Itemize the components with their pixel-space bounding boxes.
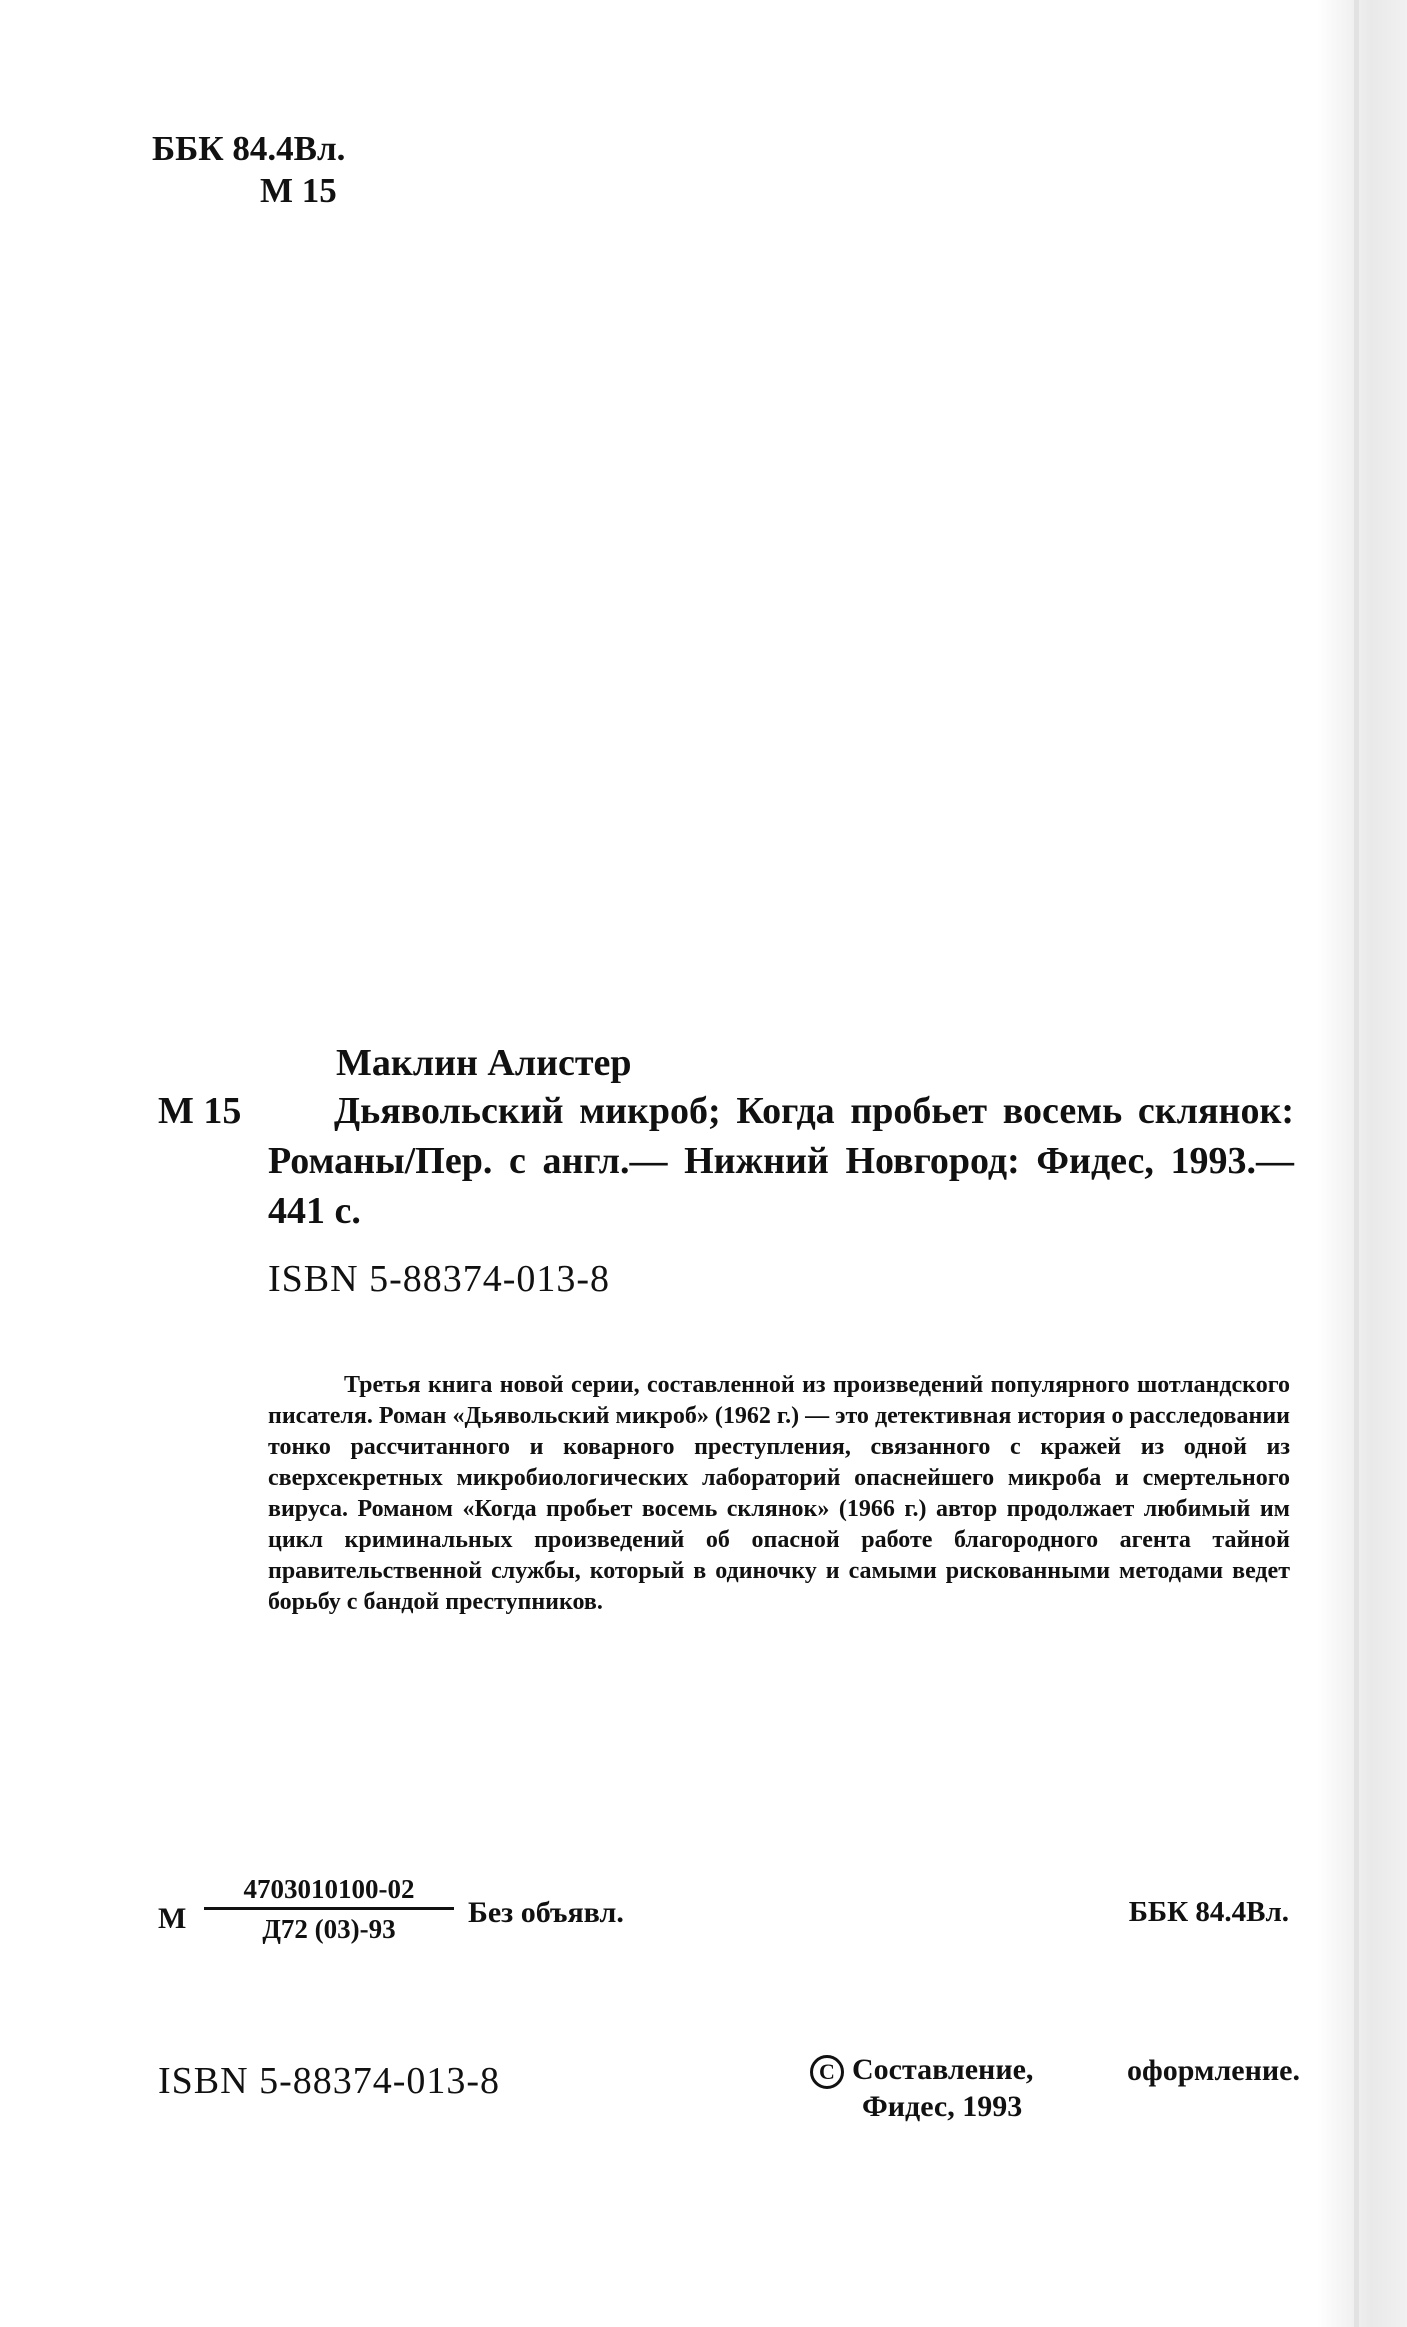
bbk-index-header — [152, 128, 345, 212]
publication-classifier — [158, 1872, 658, 1952]
fraction-bar — [204, 1907, 454, 1910]
entry-author-mark: М 15 — [158, 1090, 242, 1132]
isbn-main: ISBN 5-88374-013-8 — [268, 1258, 611, 1300]
bbk-code-bottom: ББК 84.4Вл. — [1128, 1896, 1289, 1928]
classifier-fraction — [204, 1872, 454, 1946]
catalog-entry — [158, 1086, 1294, 1236]
bbk-code: ББК 84.4Вл. — [152, 129, 346, 168]
page-gutter-shadow — [1317, 0, 1407, 2327]
copyright-icon: C — [810, 2055, 844, 2089]
classifier-letter: М — [158, 1902, 187, 1935]
isbn-bottom: ISBN 5-88374-013-8 — [158, 2060, 501, 2102]
author-mark: М 15 — [260, 171, 337, 210]
classifier-denominator: Д72 (03)-93 — [262, 1914, 396, 1944]
classifier-numerator: 4703010100-02 — [243, 1874, 415, 1904]
annotation-text: Третья книга новой серии, составленной из произведений популярного шотландского писателя. Роман «Дьявольский микроб» (1962 г.) — это детективная история о расследовании тонко рассчитанного и коварного преступления, связанного с кражей из одной из сверхсекретных микробиологических лабораторий опаснейшего микроба и смертельного вируса. Романом «Когда пробьет восемь склянок» (1966 г.) автор продолжает любимый им цикл криминальных произведений об опасной работе благородного агента тайной правительственной службы, который в одиночку и самыми рискованными методами ведет борьбу с бандой преступников. — [268, 1372, 1290, 1615]
copyright-notice — [810, 2052, 1300, 2125]
copyright-publisher-year: Фидес, 1993 — [862, 2090, 1023, 2124]
copyright-compilation: Составление, — [852, 2053, 1034, 2086]
copyright-design: оформление. — [1127, 2053, 1300, 2087]
copyright-line-1 — [810, 2052, 1300, 2089]
author-name: Маклин Алистер — [336, 1042, 632, 1084]
page-gutter-line — [1354, 0, 1359, 2327]
entry-description: Дьявольский микроб; Когда пробьет восемь склянок: Романы/Пер. с англ.— Нижний Новгород: Фидес, 1993.— 441 с. — [268, 1090, 1294, 1232]
announcement-note: Без объявл. — [468, 1896, 624, 1929]
